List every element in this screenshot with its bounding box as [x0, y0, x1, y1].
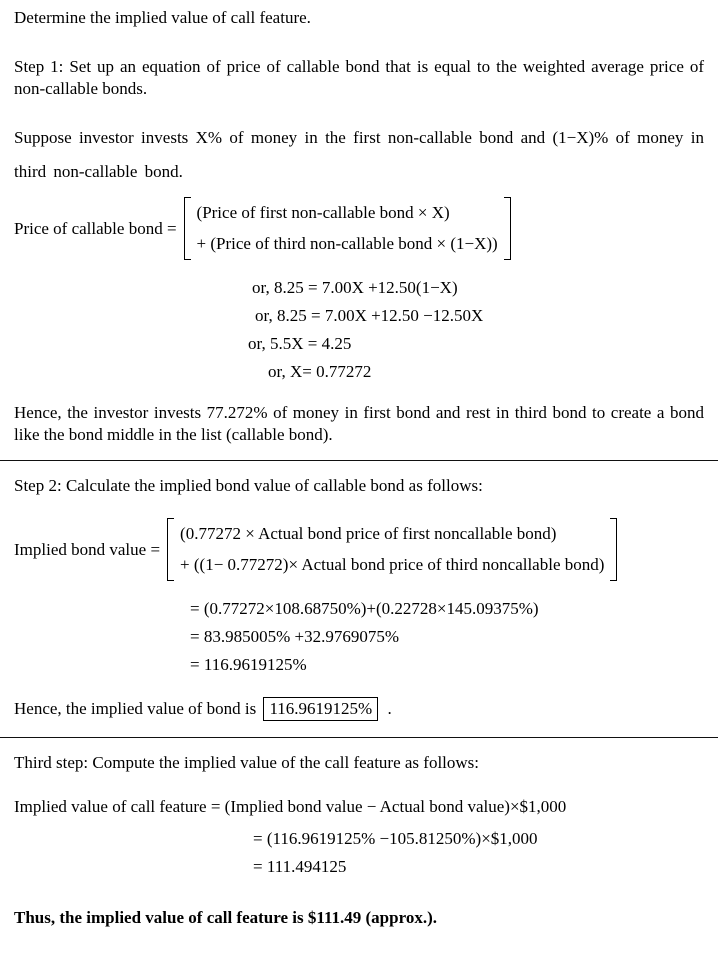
step1-equation-label: Price of callable bond = [14, 218, 177, 238]
intro-paragraph: Determine the implied value of call feature. [14, 8, 311, 27]
step1-derivation-line: or, 8.25 = 7.00X +12.50 −12.50X [255, 306, 484, 325]
step1-derivation [14, 274, 704, 386]
step2-derivation-line: = 116.9619125% [190, 655, 307, 674]
left-bracket [167, 518, 174, 581]
step1-derivation-line: or, 8.25 = 7.00X +12.50(1−X) [252, 278, 458, 297]
step2-derivation-line: = 83.985005% +32.9769075% [190, 627, 399, 646]
step2-heading: Step 2: Calculate the implied bond value of callable bond as follows: [14, 476, 483, 495]
step1-equation-body [191, 197, 504, 260]
step1-equation-line: (Price of first non-callable bond × X) [196, 203, 450, 222]
step2-derivation [14, 595, 704, 679]
final-answer: Thus, the implied value of call feature is $111.49 (approx.). [14, 908, 437, 927]
step1-equation [14, 197, 704, 260]
step3-derivation-line: = (116.9619125% −105.81250%)×$1,000 [253, 829, 538, 848]
step3-derivation [14, 825, 704, 881]
step2-result-text: Hence, the implied value of bond is [14, 699, 257, 718]
step3-equation: Implied value of call feature = (Implied bond value − Actual bond value)×$1,000 [14, 797, 567, 816]
step2-equation-line: (0.77272 × Actual bond price of first noncallable bond) [180, 524, 557, 543]
step1-conclusion: Hence, the investor invests 77.272% of money in first bond and rest in third bond to create a bond like the bond middle in the list (callable bond). [14, 403, 704, 444]
step2-result [14, 695, 704, 723]
right-bracket [610, 518, 617, 581]
step2-derivation-line: = (0.77272×108.68750%)+(0.22728×145.09375%) [190, 599, 539, 618]
step2-equation-line: + ((1− 0.77272)× Actual bond price of third noncallable bond) [180, 555, 605, 574]
implied-bond-value-box: 116.9619125% [263, 697, 378, 721]
step1-derivation-line: or, X= 0.77272 [268, 362, 372, 381]
step2-result-period: . [387, 699, 392, 718]
right-bracket [504, 197, 511, 260]
step3-derivation-line: = 111.494125 [253, 857, 347, 876]
left-bracket [184, 197, 191, 260]
section-divider [0, 460, 718, 461]
step2-equation-label: Implied bond value = [14, 539, 161, 559]
step3-heading: Third step: Compute the implied value of the call feature as follows: [14, 753, 480, 772]
section-divider [0, 737, 718, 738]
step1-heading: Step 1: Set up an equation of price of callable bond that is equal to the weighted average price of non-callable bonds. [14, 57, 704, 98]
step1-equation-line: + (Price of third non-callable bond × (1−X)) [196, 234, 498, 253]
step1-assumption: Suppose investor invests X% of money in the first non-callable bond and (1−X)% of money in third non-callable bond. [14, 128, 704, 181]
step2-equation-body [174, 518, 610, 581]
step2-equation [14, 518, 704, 581]
step1-derivation-line: or, 5.5X = 4.25 [248, 334, 352, 353]
